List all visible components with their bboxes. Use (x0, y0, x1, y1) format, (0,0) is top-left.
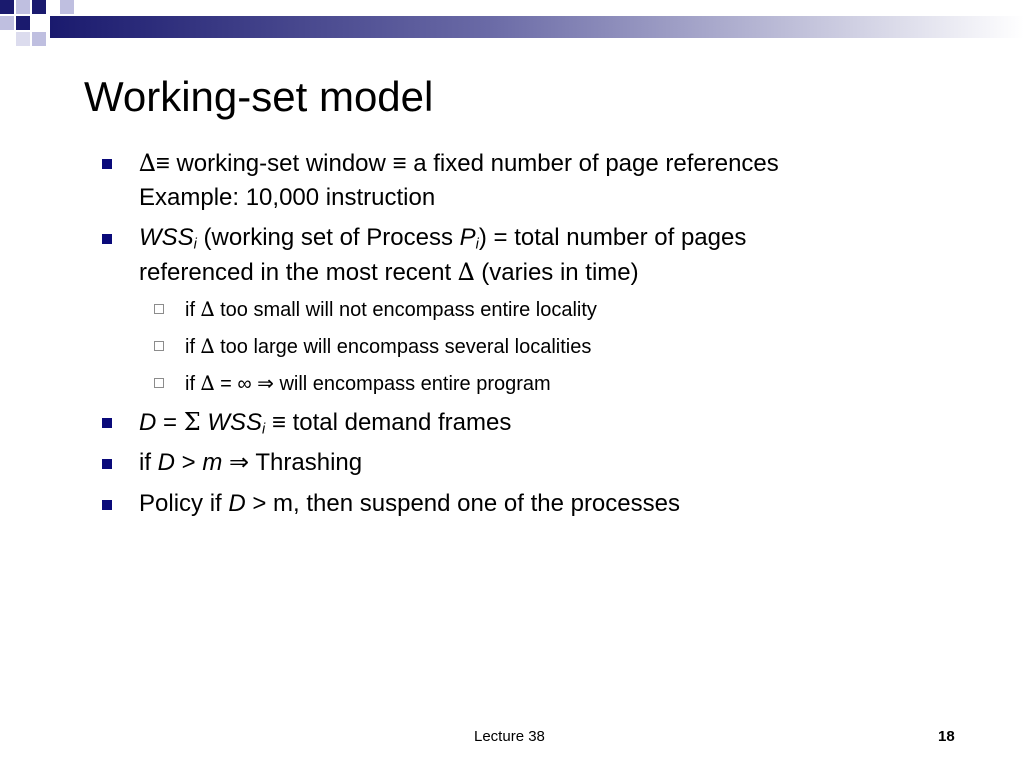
square-bullet-icon (102, 418, 112, 428)
bullet-wss-definition: $WSS_i$ (working set of Process $P_i$) = total number of pages referenced in the most recent ∆ (varies in time) (139, 221, 959, 290)
square-bullet-icon (102, 159, 112, 169)
slide-number: 18 (938, 728, 955, 745)
square-bullet-icon (102, 459, 112, 469)
slide-title: Working-set model (84, 73, 434, 120)
footer-lecture-label: Lecture 38 (474, 728, 545, 745)
sub-bullet-delta-large: if ∆ too large will encompass several localities (185, 332, 965, 361)
bullet-working-set-window: ∆≡ working-set window ≡ a fixed number of page references Example: 10,000 instruction (139, 146, 959, 215)
bullet-policy: Policy if D > m, then suspend one of the processes (139, 487, 959, 521)
sub-bullet-delta-small: if ∆ too small will not encompass entire locality (185, 295, 965, 324)
hollow-square-bullet-icon (154, 341, 164, 351)
hollow-square-bullet-icon (154, 304, 164, 314)
square-bullet-icon (102, 234, 112, 244)
hollow-square-bullet-icon (154, 378, 164, 388)
bullet-thrashing: if D > m ⇒ Thrashing (139, 446, 959, 480)
sub-bullet-delta-infinite: if ∆ = ∞ ⇒ will encompass entire program (185, 369, 965, 398)
square-bullet-icon (102, 500, 112, 510)
bullet-total-demand: D = Σ $WSS_i$ ≡ total demand frames (139, 405, 959, 440)
